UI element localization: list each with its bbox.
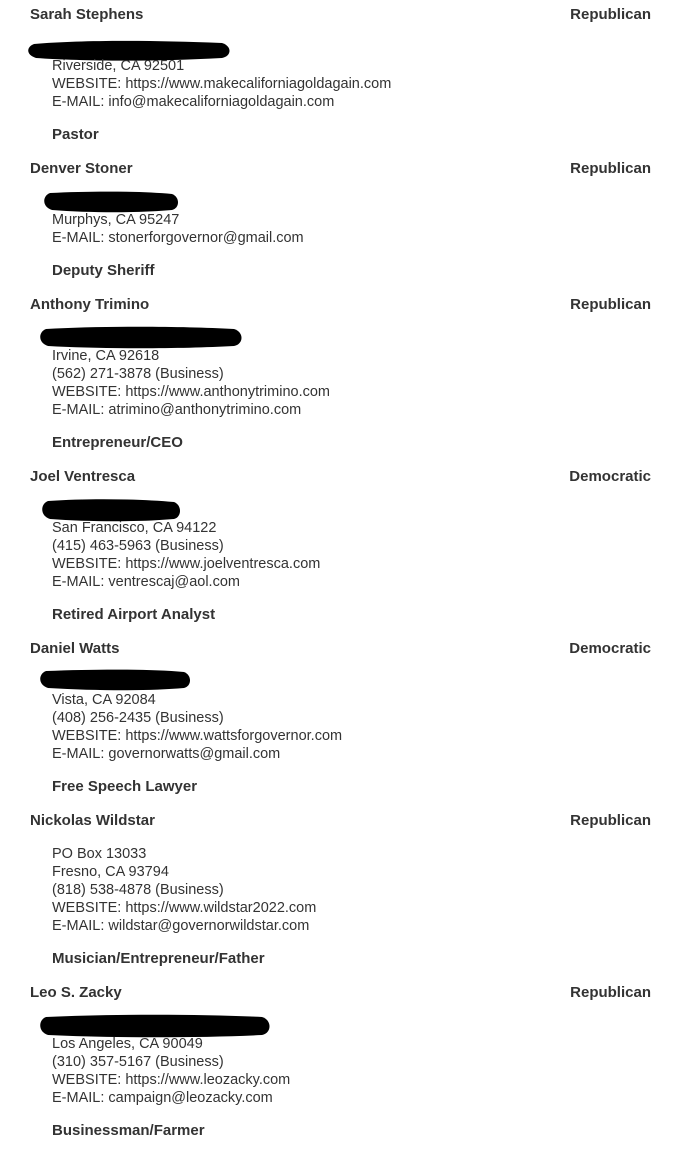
candidate-name: Nickolas Wildstar [30,812,155,829]
candidate-party: Republican [570,984,651,1001]
candidate-occupation: Deputy Sheriff [52,262,155,279]
candidate-party: Republican [570,160,651,177]
candidate-name: Anthony Trimino [30,296,150,313]
address-line: (310) 357-5167 (Business) [52,1054,224,1070]
candidate-name: Leo S. Zacky [30,984,122,1001]
candidate-occupation: Pastor [52,126,99,143]
address-line: Riverside, CA 92501 [52,58,185,74]
candidate-occupation: Businessman/Farmer [52,1122,205,1139]
address-line: WEBSITE: https://www.wattsforgovernor.com [52,728,343,744]
candidate-party: Democratic [569,468,651,485]
candidate-address [52,691,612,763]
candidate-occupation: Free Speech Lawyer [52,778,198,795]
candidate-occupation: Musician/Entrepreneur/Father [52,950,265,967]
address-line: WEBSITE: https://www.makecaliforniagoldagain.com [52,76,392,92]
address-line: WEBSITE: https://www.leozacky.com [52,1072,291,1088]
address-line: E-MAIL: campaign@leozacky.com [52,1090,273,1106]
address-line: E-MAIL: info@makecaliforniagoldagain.com [52,94,335,110]
address-line: E-MAIL: stonerforgovernor@gmail.com [52,230,304,246]
candidate-address [52,519,612,591]
address-line: PO Box 13033 [52,846,147,862]
address-line: Fresno, CA 93794 [52,864,169,880]
candidate-occupation: Retired Airport Analyst [52,606,216,623]
address-line: WEBSITE: https://www.joelventresca.com [52,556,321,572]
address-line: San Francisco, CA 94122 [52,520,217,536]
address-line: (562) 271-3878 (Business) [52,366,224,382]
address-line: WEBSITE: https://www.wildstar2022.com [52,900,317,916]
candidate-address [52,1035,612,1107]
address-line: (415) 463-5963 (Business) [52,538,224,554]
address-line: Murphys, CA 95247 [52,212,180,228]
address-line: WEBSITE: https://www.anthonytrimino.com [52,384,331,400]
candidate-occupation: Entrepreneur/CEO [52,434,183,451]
candidate-party: Republican [570,812,651,829]
candidate-address [52,57,612,111]
address-line: (408) 256-2435 (Business) [52,710,224,726]
candidate-address [52,347,612,419]
address-line: E-MAIL: atrimino@anthonytrimino.com [52,402,302,418]
candidate-name: Sarah Stephens [30,6,144,23]
address-line: (818) 538-4878 (Business) [52,882,224,898]
candidate-address [52,211,612,247]
address-line: E-MAIL: wildstar@governorwildstar.com [52,918,310,934]
candidate-name: Denver Stoner [30,160,133,177]
candidate-address [52,845,612,935]
candidate-party: Democratic [569,640,651,657]
address-line: Vista, CA 92084 [52,692,156,708]
address-line: Los Angeles, CA 90049 [52,1036,203,1052]
address-line: Irvine, CA 92618 [52,348,160,364]
address-line: E-MAIL: ventrescaj@aol.com [52,574,240,590]
address-line: E-MAIL: governorwatts@gmail.com [52,746,281,762]
candidate-party: Republican [570,296,651,313]
candidate-name: Joel Ventresca [30,468,136,485]
candidate-name: Daniel Watts [30,640,120,657]
candidate-party: Republican [570,6,651,23]
